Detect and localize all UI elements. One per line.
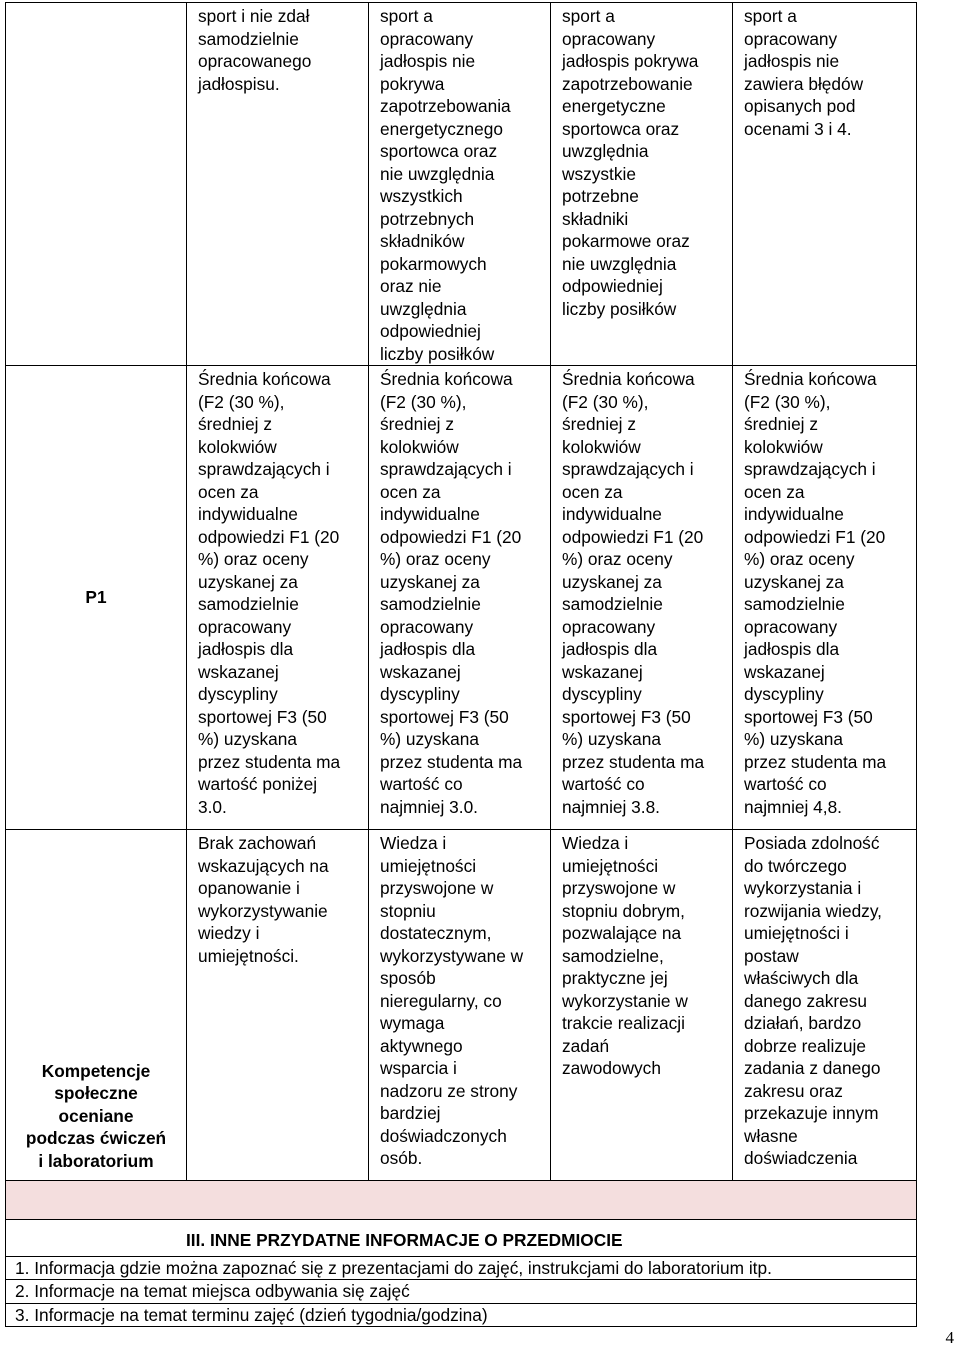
cell-grade-2: sport i nie zdał samodzielnie opracowanego jadłospisu. bbox=[198, 6, 312, 94]
table-row-p1 bbox=[6, 366, 917, 830]
row-label-p1: P1 bbox=[85, 587, 107, 608]
info-row bbox=[6, 1280, 917, 1304]
cell-grade-5: Średnia końcowa (F2 (30 %), średniej z kolokwiów sprawdzających i ocen za indywidualne odpowiedzi F1 (20 %) oraz oceny uzyskanej za samodzielnie opracowany jadłospis dla wskazanej dyscypliny sportowej F3 (50 %) uzyskana przez studenta ma wartość co najmniej 4,8. bbox=[744, 369, 887, 817]
cell-grade-3: sport a opracowany jadłospis nie pokrywa zapotrzebowania energetycznego sportowca oraz nie uwzględnia wszystkich potrzebnych składników pokarmowych oraz nie uwzględnia odpowiedniej liczby posiłków bbox=[380, 6, 511, 364]
cell-grade-4: Wiedza i umiejętności przyswojone w stopniu dobrym, pozwalające na samodzielne, praktyczne jej wykorzystanie w trakcie realizacji zadań zawodowych bbox=[562, 833, 688, 1078]
info-item-3: 3. Informacje na temat terminu zajęć (dzień tygodnia/godzina) bbox=[6, 1303, 917, 1327]
section-header-row bbox=[6, 1220, 917, 1257]
info-item-2: 2. Informacje na temat miejsca odbywania się zajęć bbox=[6, 1280, 917, 1304]
cell-grade-5: sport a opracowany jadłospis nie zawiera błędów opisanych pod ocenami 3 i 4. bbox=[744, 6, 864, 139]
table-row-competences bbox=[6, 830, 917, 1181]
cell-grade-2: Brak zachowań wskazujących na opanowanie i wykorzystywanie wiedzy i umiejętności. bbox=[198, 833, 329, 966]
info-row bbox=[6, 1256, 917, 1280]
row-label-competences: Kompetencje społeczne oceniane podczas ćwiczeń i laboratorium bbox=[25, 1060, 167, 1171]
cell-empty-label bbox=[6, 3, 187, 366]
cell-grade-3: Średnia końcowa (F2 (30 %), średniej z kolokwiów sprawdzających i ocen za indywidualne odpowiedzi F1 (20 %) oraz oceny uzyskanej za samodzielnie opracowany jadłospis dla wskazanej dyscypliny sportowej F3 (50 %) uzyskana przez studenta ma wartość co najmniej 3.0. bbox=[380, 369, 523, 817]
cell-grade-5: Posiada zdolność do twórczego wykorzystania i rozwijania wiedzy, umiejętności i postaw właściwych dla danego zakresu działań, bardzo dobrze realizuje zadania z danego zakresu oraz przekazuje innym własne doświadczenia bbox=[744, 833, 882, 1168]
cell-grade-4: sport a opracowany jadłospis pokrywa zapotrzebowanie energetyczne sportowca oraz uwzględnia wszystkie potrzebne składniki pokarmowe oraz nie uwzględnia odpowiedniej liczby posiłków bbox=[562, 6, 699, 319]
cell-grade-4: Średnia końcowa (F2 (30 %), średniej z kolokwiów sprawdzających i ocen za indywidualne odpowiedzi F1 (20 %) oraz oceny uzyskanej za samodzielnie opracowany jadłospis dla wskazanej dyscypliny sportowej F3 (50 %) uzyskana przez studenta ma wartość co najmniej 3.8. bbox=[562, 369, 705, 817]
info-row bbox=[6, 1303, 917, 1327]
cell-grade-3: Wiedza i umiejętności przyswojone w stopniu dostatecznym, wykorzystywane w sposób nieregularny, co wymaga aktywnego wsparcia i nadzoru ze strony bardziej doświadczonych osób. bbox=[380, 833, 524, 1168]
page-number: 4 bbox=[945, 1328, 954, 1347]
grading-table bbox=[5, 2, 917, 1327]
table-row-continuation bbox=[6, 3, 917, 366]
info-item-1: 1. Informacja gdzie można zapoznać się z prezentacjami do zajęć, instrukcjami do laboratorium itp. bbox=[6, 1256, 917, 1280]
cell-grade-2: Średnia końcowa (F2 (30 %), średniej z kolokwiów sprawdzających i ocen za indywidualne odpowiedzi F1 (20 %) oraz oceny uzyskanej za samodzielnie opracowany jadłospis dla wskazanej dyscypliny sportowej F3 (50 %) uzyskana przez studenta ma wartość poniżej 3.0. bbox=[198, 369, 341, 817]
section-title: III. INNE PRZYDATNE INFORMACJE O PRZEDMIOCIE bbox=[6, 1220, 917, 1257]
shaded-band bbox=[6, 1181, 917, 1220]
